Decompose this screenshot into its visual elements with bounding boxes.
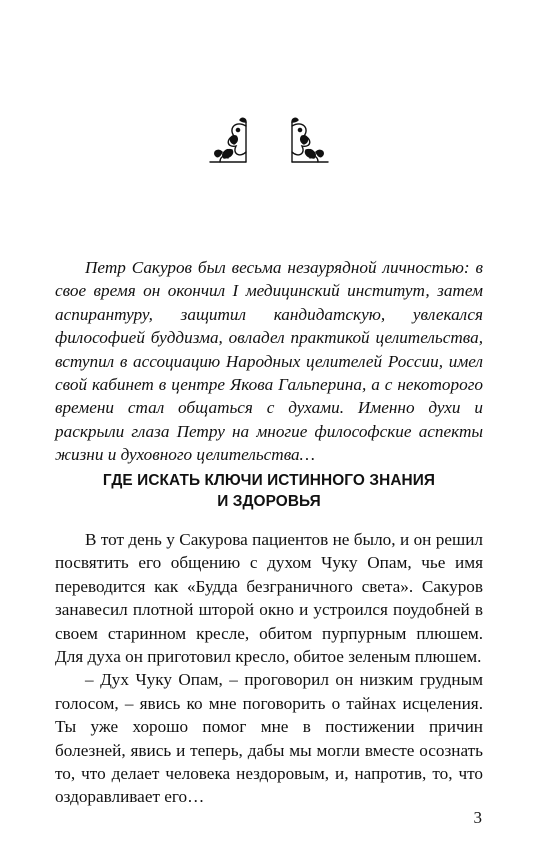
body-paragraph: В тот день у Сакурова пациентов не было, и он решил посвятить его общению с духом Чуку Опам, чье имя переводится как «Будда безграничного света». Сакуров занавесил плотной шторой окно и устроился поудобней в своем старинном кресле, обитом пурпурным плюшем. Для духа он приготовил кресло, обитое зеленым плюшем.: [55, 530, 483, 667]
body-paragraph: – Дух Чуку Опам, – проговорил он низким грудным голосом, – явись ко мне поговорить о тайнах исцеления. Ты уже хорошо помог мне в постижении причин болезней, явись и теперь, дабы мы могли вместе осознать то, что делает человека нездоровым, и, напротив, то, что оздоравливает его…: [55, 670, 483, 807]
section-heading-line-1: ГДЕ ИСКАТЬ КЛЮЧИ ИСТИННОГО ЗНАНИЯ: [102, 472, 436, 489]
page-number: 3: [473, 808, 482, 827]
body-text: [55, 528, 483, 809]
floral-ornament-icon: [206, 116, 332, 168]
section-heading-line-2: И ЗДОРОВЬЯ: [217, 493, 321, 510]
intro-paragraph: Петр Сакуров был весьма незаурядной личностью: в свое время он окончил I медицинский институт, затем аспирантуру, защитил кандидатскую, увлекался философией буддизма, овладел практикой целительства, вступил в ассоциацию Народных целителей России, имел свой кабинет в центре Якова Гальперина, а с некоторого времени стал общаться с духами. Именно духи и раскрыли глаза Петру на многие философские аспекты жизни и духовного целительства…: [55, 258, 483, 465]
section-heading: [55, 470, 483, 512]
